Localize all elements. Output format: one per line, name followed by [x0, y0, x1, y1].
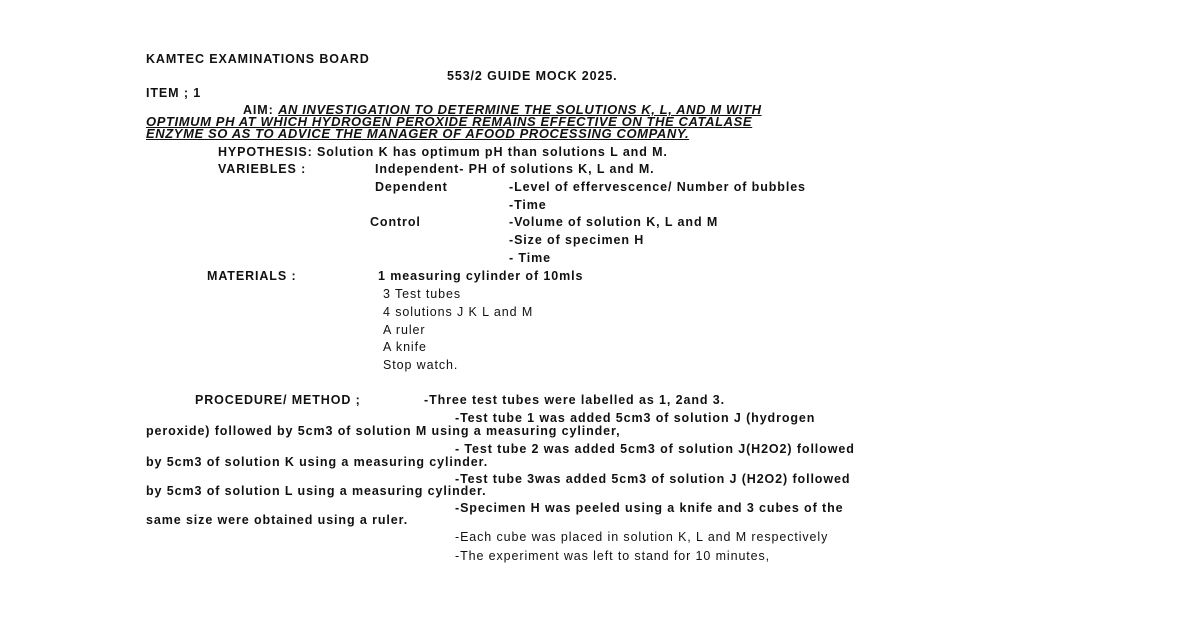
procedure-step: -The experiment was left to stand for 10 minutes, — [455, 549, 771, 563]
aim-text: AN INVESTIGATION TO DETERMINE THE SOLUTIONS K, L, AND M WITH — [278, 102, 762, 117]
hypothesis: HYPOTHESIS: Solution K has optimum pH than solutions L and M. — [218, 145, 668, 159]
board-title: KAMTEC EXAMINATIONS BOARD — [146, 52, 370, 66]
materials-label: MATERIALS : — [207, 269, 297, 283]
dependent-label: Dependent — [375, 180, 448, 194]
procedure-step: -Specimen H was peeled using a knife and 3 cubes of the — [455, 501, 844, 515]
control-variable: -Size of specimen H — [509, 233, 645, 247]
aim-line-2: OPTIMUM PH AT WHICH HYDROGEN PEROXIDE REMAINS EFFECTIVE ON THE CATALASE — [146, 114, 753, 129]
procedure-step: - Test tube 2 was added 5cm3 of solution J(H2O2) followed — [455, 442, 855, 456]
procedure-step-cont: same size were obtained using a ruler. — [146, 513, 409, 527]
dependent-variable: -Level of effervescence/ Number of bubbles — [509, 180, 806, 194]
dependent-variable: -Time — [509, 198, 547, 212]
procedure-step: -Each cube was placed in solution K, L and M respectively — [455, 530, 829, 544]
control-variable: -Volume of solution K, L and M — [509, 215, 719, 229]
procedure-step: -Three test tubes were labelled as 1, 2and 3. — [424, 393, 726, 407]
material-item: A knife — [383, 340, 427, 354]
material-item: 4 solutions J K L and M — [383, 305, 534, 319]
material-item: A ruler — [383, 323, 426, 337]
procedure-step-cont: by 5cm3 of solution K using a measuring cylinder. — [146, 455, 489, 469]
control-label: Control — [370, 215, 421, 229]
aim-label: AIM: — [243, 103, 274, 117]
procedure-label: PROCEDURE/ METHOD ; — [195, 393, 361, 407]
material-item: Stop watch. — [383, 358, 459, 372]
material-item: 1 measuring cylinder of 10mls — [378, 269, 584, 283]
control-variable: - Time — [509, 251, 551, 265]
material-item: 3 Test tubes — [383, 287, 461, 301]
variables-label: VARIEBLES : — [218, 162, 307, 176]
procedure-step-cont: by 5cm3 of solution L using a measuring cylinder. — [146, 484, 487, 498]
procedure-step-cont: peroxide) followed by 5cm3 of solution M using a measuring cylinder, — [146, 424, 621, 438]
aim-line-3: ENZYME SO AS TO ADVICE THE MANAGER OF AFOOD PROCESSING COMPANY. — [146, 126, 690, 141]
independent-variable: Independent- PH of solutions K, L and M. — [375, 162, 655, 176]
item-number: ITEM ; 1 — [146, 86, 202, 100]
procedure-step: -Test tube 1 was added 5cm3 of solution J (hydrogen — [455, 411, 816, 425]
paper-title: 553/2 GUIDE MOCK 2025. — [447, 69, 618, 83]
procedure-step: -Test tube 3was added 5cm3 of solution J (H2O2) followed — [455, 472, 851, 486]
